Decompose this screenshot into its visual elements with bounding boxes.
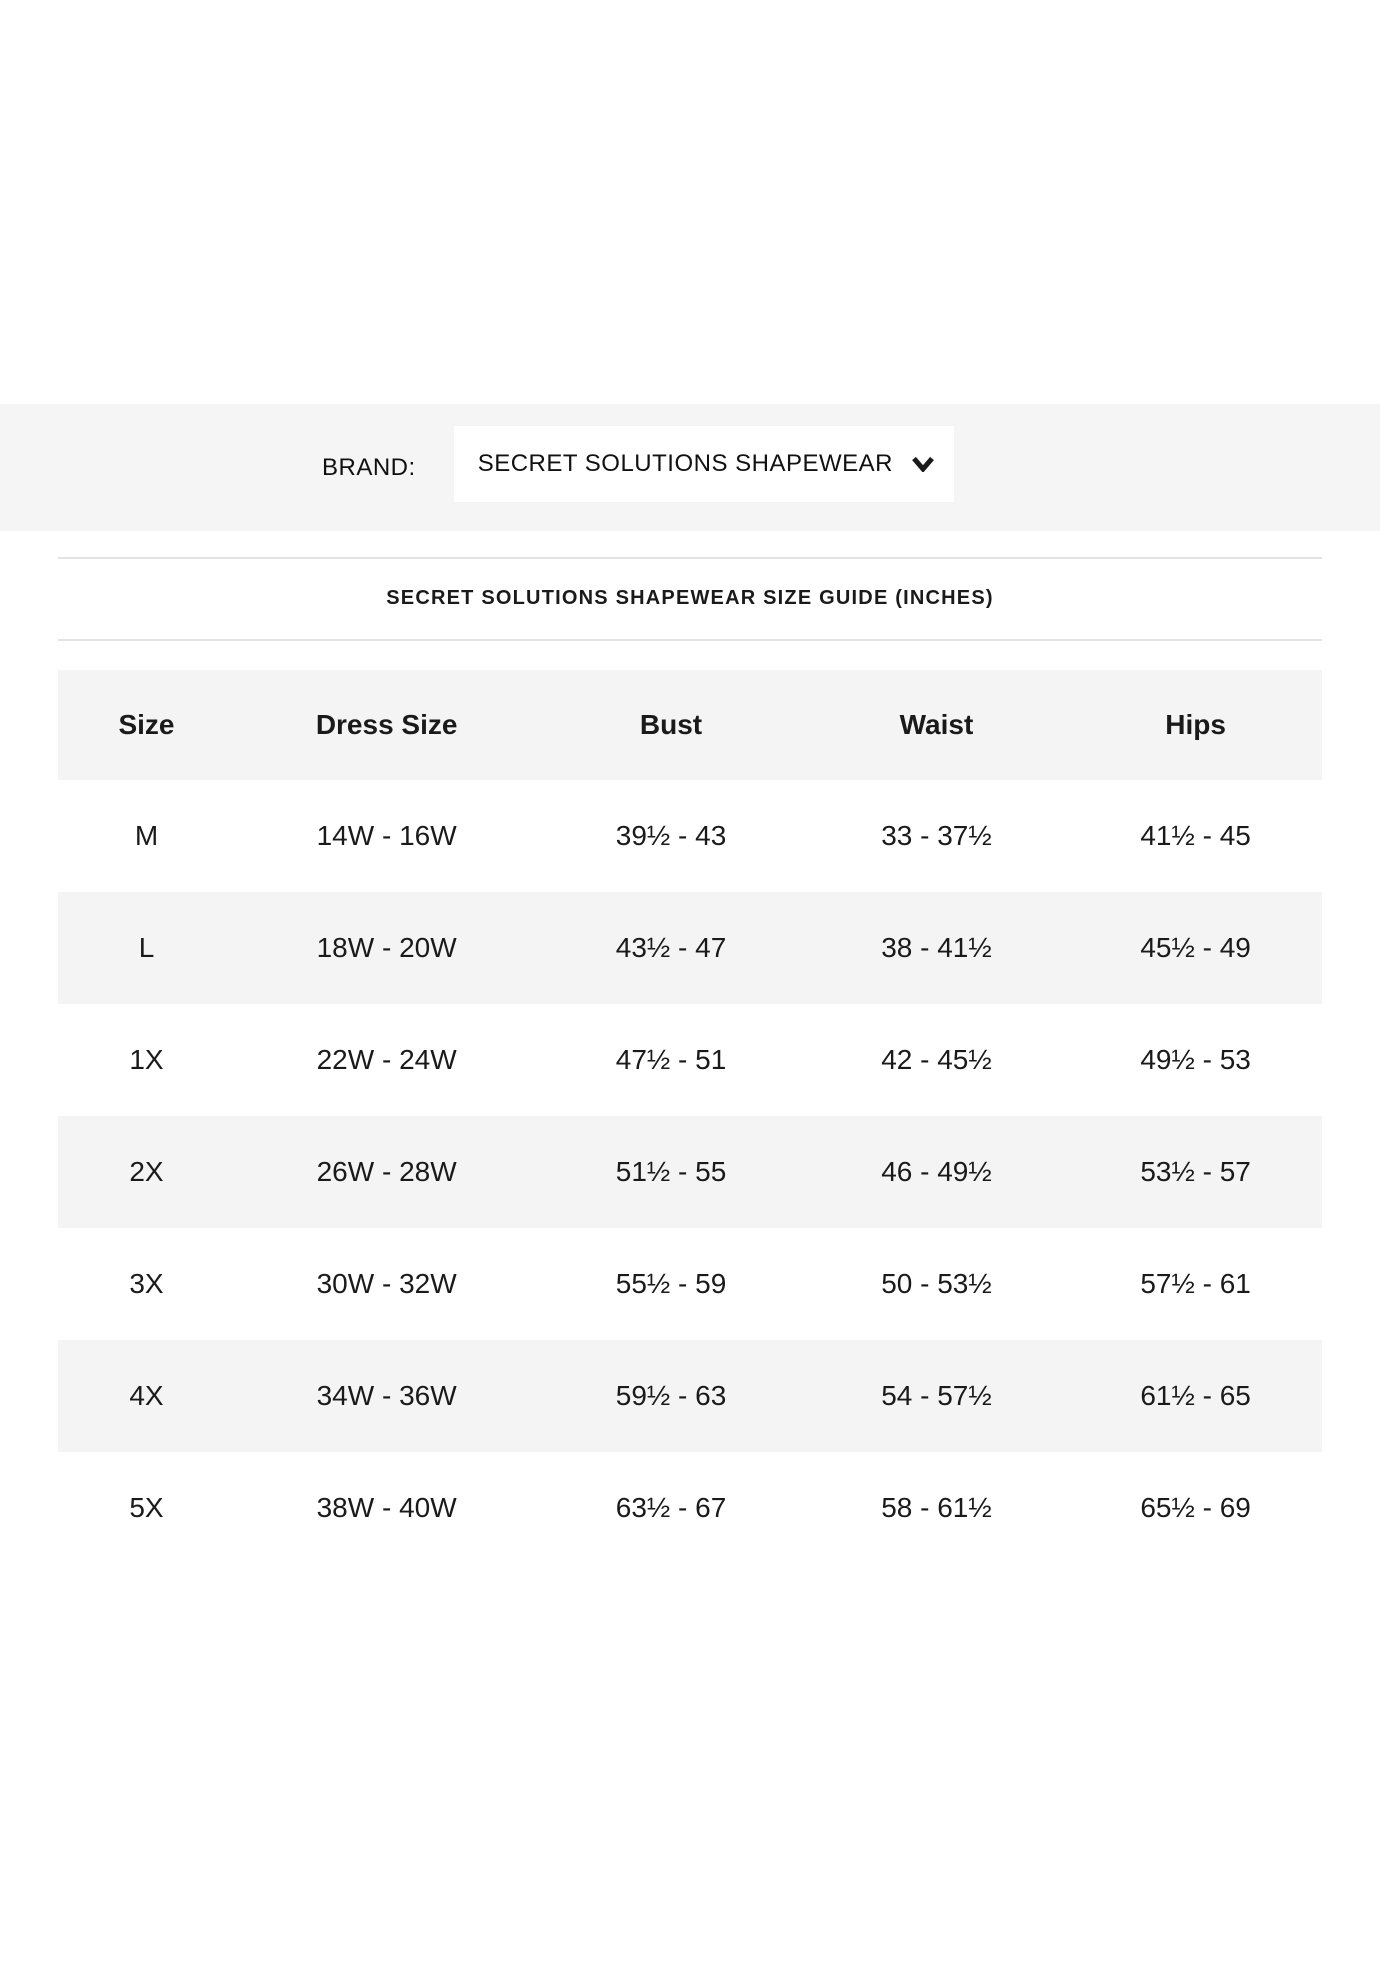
- divider: [58, 639, 1322, 641]
- measurement-cell: 39½ - 43: [538, 780, 803, 892]
- table-row-4x: [58, 1340, 1322, 1452]
- top-whitespace: [0, 0, 1380, 404]
- table-row-5x: [58, 1452, 1322, 1564]
- measurement-cell: 43½ - 47: [538, 892, 803, 1004]
- measurement-cell: 18W - 20W: [235, 892, 538, 1004]
- size-guide-title: SECRET SOLUTIONS SHAPEWEAR SIZE GUIDE (INCHES): [386, 587, 994, 609]
- column-header-size: Size: [58, 670, 235, 780]
- table-row-2x: [58, 1116, 1322, 1228]
- measurement-cell: 42 - 45½: [804, 1004, 1069, 1116]
- size-cell: M: [58, 780, 235, 892]
- table-header: [58, 670, 1322, 780]
- column-header-hips: Hips: [1069, 670, 1322, 780]
- table-row-1x: [58, 1004, 1322, 1116]
- table-body: [58, 780, 1322, 1564]
- measurement-cell: 41½ - 45: [1069, 780, 1322, 892]
- measurement-cell: 49½ - 53: [1069, 1004, 1322, 1116]
- measurement-cell: 22W - 24W: [235, 1004, 538, 1116]
- brand-dropdown[interactable]: [454, 426, 954, 502]
- size-cell: 4X: [58, 1340, 235, 1452]
- measurement-cell: 38W - 40W: [235, 1452, 538, 1564]
- measurement-cell: 45½ - 49: [1069, 892, 1322, 1004]
- column-header-dress-size: Dress Size: [235, 670, 538, 780]
- size-cell: 2X: [58, 1116, 235, 1228]
- table-row-3x: [58, 1228, 1322, 1340]
- table-row-l: [58, 892, 1322, 1004]
- table-row-m: [58, 780, 1322, 892]
- measurement-cell: 50 - 53½: [804, 1228, 1069, 1340]
- measurement-cell: 61½ - 65: [1069, 1340, 1322, 1452]
- measurement-cell: 57½ - 61: [1069, 1228, 1322, 1340]
- measurement-cell: 30W - 32W: [235, 1228, 538, 1340]
- measurement-cell: 58 - 61½: [804, 1452, 1069, 1564]
- column-header-bust: Bust: [538, 670, 803, 780]
- size-cell: 5X: [58, 1452, 235, 1564]
- measurement-cell: 55½ - 59: [538, 1228, 803, 1340]
- size-cell: L: [58, 892, 235, 1004]
- measurement-cell: 47½ - 51: [538, 1004, 803, 1116]
- measurement-cell: 63½ - 67: [538, 1452, 803, 1564]
- measurement-cell: 65½ - 69: [1069, 1452, 1322, 1564]
- chevron-down-icon: [912, 456, 934, 472]
- brand-selector-bar: [0, 404, 1380, 531]
- measurement-cell: 33 - 37½: [804, 780, 1069, 892]
- measurement-cell: 14W - 16W: [235, 780, 538, 892]
- size-guide-content: [58, 557, 1322, 1564]
- measurement-cell: 59½ - 63: [538, 1340, 803, 1452]
- measurement-cell: 46 - 49½: [804, 1116, 1069, 1228]
- brand-label: BRAND:: [322, 453, 416, 481]
- size-cell: 1X: [58, 1004, 235, 1116]
- measurement-cell: 51½ - 55: [538, 1116, 803, 1228]
- measurement-cell: 53½ - 57: [1069, 1116, 1322, 1228]
- measurement-cell: 54 - 57½: [804, 1340, 1069, 1452]
- measurement-cell: 38 - 41½: [804, 892, 1069, 1004]
- column-header-waist: Waist: [804, 670, 1069, 780]
- brand-dropdown-value: SECRET SOLUTIONS SHAPEWEAR: [477, 449, 893, 477]
- measurement-cell: 26W - 28W: [235, 1116, 538, 1228]
- measurement-cell: 34W - 36W: [235, 1340, 538, 1452]
- size-cell: 3X: [58, 1228, 235, 1340]
- table-header-row: [58, 670, 1322, 780]
- size-guide-table: [58, 670, 1322, 1564]
